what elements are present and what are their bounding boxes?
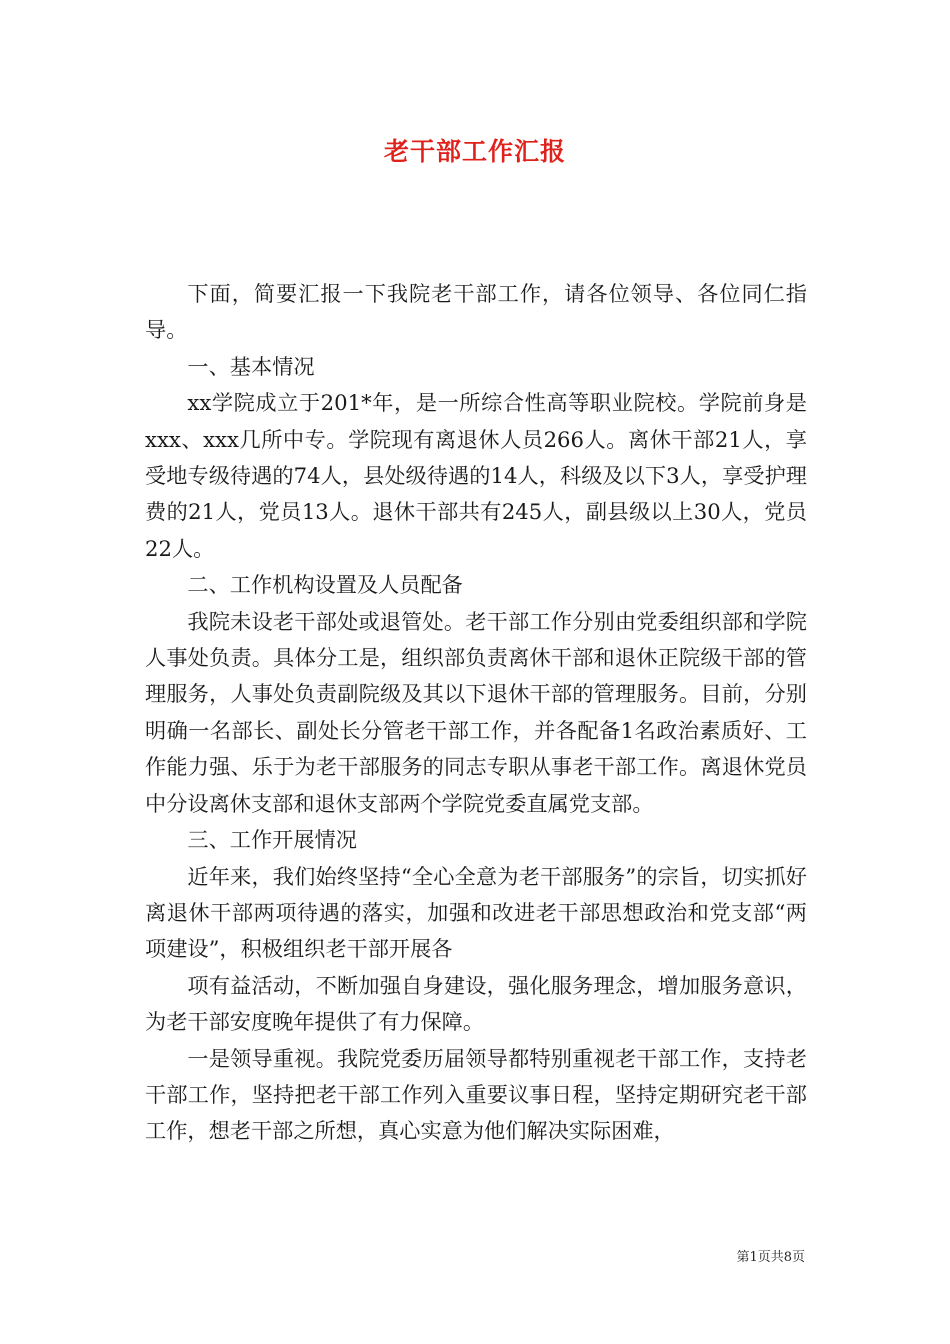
paragraph-leadership: 一是领导重视。我院党委历届领导都特别重视老干部工作，支持老干部工作，坚持把老干部工作列入重要议事日程，坚持定期研究老干部工作，想老干部之所想，真心实意为他们解决实际困难，: [145, 1045, 807, 1144]
heading-organization: 二、工作机构设置及人员配备: [187, 572, 463, 598]
page-number: 第1页共8页: [736, 1250, 805, 1265]
paragraph-activities: 项有益活动，不断加强自身建设，强化服务理念，增加服务意识，为老干部安度晚年提供了有力保障。: [145, 972, 807, 1035]
heading-basic-situation: 一、基本情况: [187, 353, 315, 379]
paragraph-organization: 我院未设老干部处或退管处。老干部工作分别由党委组织部和学院人事处负责。具体分工是，组织部负责离休干部和退休正院级干部的管理服务，人事处负责副院级及其以下退休干部的管理服务。目前，分别明确一名部长、副处长分管老干部工作，并各配备1名政治素质好、工作能力强、乐于为老干部服务的同志专职从事老干部工作。离退休党员中分设离休支部和退休支部两个学院党委直属党支部。: [145, 608, 807, 816]
document-title: 老干部工作汇报: [383, 137, 566, 166]
paragraph-work-progress: 近年来，我们始终坚持“全心全意为老干部服务”的宗旨，切实抓好离退休干部两项待遇的落实，加强和改进老干部思想政治和党支部“两项建设”，积极组织老干部开展各: [145, 863, 807, 962]
document-body: [145, 276, 807, 1150]
paragraph-basic-situation: xx学院成立于201*年，是一所综合性高等职业院校。学院前身是xxx、xxx几所中专。学院现有离退休人员266人。离休干部21人，享受地专级待遇的74人，县处级待遇的14人，科级及以下3人，享受护理费的21人，党员13人。退休干部共有245人，副县级以上30人，党员22人。: [145, 390, 807, 561]
heading-work-progress: 三、工作开展情况: [187, 827, 357, 853]
paragraph-intro: 下面，简要汇报一下我院老干部工作，请各位领导、各位同仁指导。: [145, 281, 807, 343]
